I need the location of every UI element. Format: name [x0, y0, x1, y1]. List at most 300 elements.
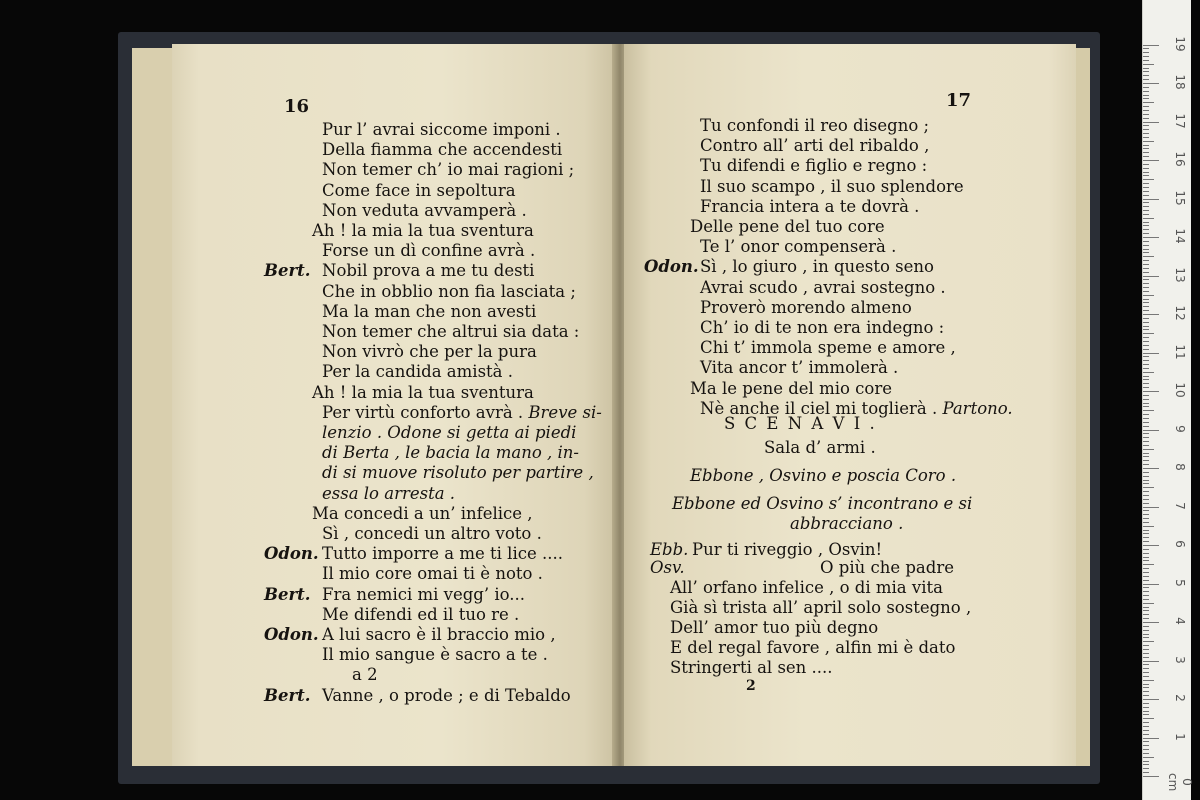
ruler-minor-tick	[1143, 187, 1149, 188]
ruler-minor-tick	[1143, 52, 1149, 53]
ruler-tick	[1143, 199, 1159, 200]
ruler-minor-tick	[1143, 87, 1149, 88]
ruler-minor-tick	[1143, 95, 1149, 96]
ruler-minor-tick	[1143, 106, 1149, 107]
text-line	[644, 257, 934, 277]
ruler-number: 15	[1173, 189, 1187, 206]
ruler-minor-tick	[1143, 260, 1149, 261]
left-page	[172, 44, 620, 766]
ruler-minor-tick	[1143, 456, 1149, 457]
ruler-minor-tick	[1143, 614, 1149, 615]
ruler-minor-tick	[1143, 225, 1149, 226]
speaker-label: Odon.	[644, 257, 699, 277]
speaker-label: Odon.	[264, 544, 319, 564]
ruler-minor-tick	[1143, 472, 1149, 473]
ruler-minor-tick	[1143, 433, 1149, 434]
speaker-label: Ebb.	[650, 540, 689, 559]
ruler-minor-tick	[1143, 345, 1149, 346]
text-line	[264, 584, 526, 605]
ruler-minor-tick	[1143, 145, 1149, 146]
ruler-minor-tick	[1143, 714, 1149, 715]
ruler-number: 11	[1173, 343, 1187, 360]
ruler-minor-tick	[1143, 179, 1154, 180]
ruler-minor-tick	[1143, 156, 1149, 157]
ruler-minor-tick	[1143, 487, 1154, 488]
text-line	[312, 383, 534, 403]
ruler-minor-tick	[1143, 414, 1149, 415]
ruler-minor-tick	[1143, 218, 1154, 219]
ruler-number: 4	[1173, 617, 1187, 625]
ruler-minor-tick	[1143, 137, 1149, 138]
ruler-minor-tick	[1143, 399, 1149, 400]
ruler-number: 7	[1173, 501, 1187, 510]
ruler-minor-tick	[1143, 557, 1149, 558]
stage-direction-line-1: Ebbone ed Osvino s’ incontrano e si	[672, 494, 973, 513]
ruler-minor-tick	[1143, 341, 1149, 342]
line-text: essa lo arresta .	[322, 483, 456, 503]
ruler-minor-tick	[1143, 726, 1149, 727]
ruler-minor-tick	[1143, 141, 1154, 142]
ruler-minor-tick	[1143, 630, 1149, 631]
ruler-minor-tick	[1143, 364, 1149, 365]
line-text: E del regal favore , alfin mi è dato	[670, 638, 956, 657]
ruler-minor-tick	[1143, 530, 1149, 531]
ruler-minor-tick	[1143, 387, 1149, 388]
ruler-minor-tick	[1143, 372, 1154, 373]
text-line	[700, 318, 944, 338]
ruler-minor-tick	[1143, 741, 1149, 742]
ruler-minor-tick	[1143, 379, 1149, 380]
ruler-minor-tick	[1143, 333, 1154, 334]
ruler-minor-tick	[1143, 522, 1149, 523]
ruler-minor-tick	[1143, 730, 1149, 731]
ruler-minor-tick	[1143, 499, 1149, 500]
ruler-minor-tick	[1143, 707, 1149, 708]
ruler-minor-tick	[1143, 252, 1149, 253]
ruler-number: 0 cm	[1166, 773, 1194, 792]
ruler-minor-tick	[1143, 695, 1149, 696]
text-line	[322, 282, 576, 302]
ruler-minor-tick	[1143, 560, 1149, 561]
ruler-minor-tick	[1143, 537, 1149, 538]
line-text: Ma la man che non avesti	[322, 301, 537, 321]
text-line	[700, 116, 929, 136]
ruler-minor-tick	[1143, 711, 1149, 712]
text-line	[700, 358, 898, 378]
ruler-minor-tick	[1143, 195, 1149, 196]
ruler-minor-tick	[1143, 168, 1149, 169]
ruler-minor-tick	[1143, 761, 1149, 762]
text-line	[700, 298, 912, 318]
ruler-minor-tick	[1143, 295, 1154, 296]
text-line	[700, 156, 927, 176]
ruler-minor-tick	[1143, 406, 1149, 407]
line-text: di si muove risoluto per partire ,	[322, 463, 594, 483]
ruler-number: 10	[1173, 382, 1187, 398]
line-text: Ch’ io di te non era indegno :	[700, 318, 945, 337]
line-text: Come face in sepoltura	[322, 180, 516, 200]
text-line	[322, 605, 519, 625]
line-text: Ah ! la mia la tua sventura	[312, 382, 534, 402]
line-text: Per virtù conforto avrà .	[322, 402, 524, 422]
ruler-minor-tick	[1143, 553, 1149, 554]
line-text: All’ orfano infelice , o di mia vita	[670, 578, 943, 597]
ruler-minor-tick	[1143, 291, 1149, 292]
ruler-minor-tick	[1143, 649, 1149, 650]
ruler-minor-tick	[1143, 514, 1149, 515]
line-text: Nè anche il ciel mi toglierà .	[700, 398, 938, 418]
ruler-minor-tick	[1143, 326, 1149, 327]
text-line	[264, 685, 571, 706]
speaker-label: Odon.	[264, 625, 319, 644]
ruler-tick	[1143, 622, 1159, 623]
ruler-minor-tick	[1143, 410, 1154, 411]
ruler-minor-tick	[1143, 60, 1149, 61]
ruler-minor-tick	[1143, 329, 1149, 330]
line-text: Nobil prova a me tu desti	[322, 261, 535, 281]
ruler-tick	[1143, 276, 1159, 277]
ruler-minor-tick	[1143, 745, 1149, 746]
ruler-minor-tick	[1143, 403, 1149, 404]
stage-direction-inline: Breve si-	[523, 402, 602, 422]
ruler-minor-tick	[1143, 241, 1149, 242]
ruler-minor-tick	[1143, 641, 1154, 642]
ruler-minor-tick	[1143, 684, 1149, 685]
ruler-minor-tick	[1143, 214, 1149, 215]
ruler-number: 1	[1173, 732, 1187, 741]
ruler-minor-tick	[1143, 318, 1149, 319]
ruler-minor-tick	[1143, 772, 1149, 773]
ruler-minor-tick	[1143, 287, 1149, 288]
ruler-minor-tick	[1143, 152, 1149, 153]
line-text: Ma le pene del mio core	[690, 378, 893, 398]
ruler-minor-tick	[1143, 356, 1149, 357]
ruler-minor-tick	[1143, 607, 1149, 608]
line-text: Che in obblio non fia lasciata ;	[322, 281, 576, 301]
line-text: O più che padre	[820, 558, 954, 577]
text-line	[700, 136, 929, 156]
text-line	[700, 278, 946, 298]
text-line	[322, 403, 602, 423]
ruler-minor-tick	[1143, 495, 1149, 496]
ruler-minor-tick	[1143, 610, 1149, 611]
ruler-minor-tick	[1143, 480, 1149, 481]
line-text: Non veduta avvamperà .	[322, 200, 527, 220]
line-text: Tu difendi e figlio e regno :	[700, 156, 928, 176]
ruler-minor-tick	[1143, 676, 1149, 677]
ruler-number: 12	[1173, 305, 1187, 321]
ruler-minor-tick	[1143, 599, 1149, 600]
ruler-tick	[1143, 584, 1159, 585]
line-text: Te l’ onor compenserà .	[700, 237, 897, 257]
right-page	[624, 44, 1076, 766]
signature-mark: 2	[746, 678, 756, 694]
line-text: a 2	[352, 665, 378, 685]
ruler-minor-tick	[1143, 75, 1149, 76]
ruler-minor-tick	[1143, 757, 1154, 758]
ruler-tick	[1143, 160, 1159, 161]
line-text: Pur l’ avrai siccome imponi .	[322, 120, 561, 139]
line-text: Non temer che altrui sia data :	[322, 322, 580, 341]
ruler-number: 18	[1173, 74, 1187, 90]
text-line	[312, 504, 533, 524]
ruler-minor-tick	[1143, 734, 1149, 735]
line-text: Vanne , o prode ; e di Tebaldo	[322, 685, 571, 705]
stage-direction-line-2: abbracciano .	[790, 514, 904, 533]
ruler-minor-tick	[1143, 518, 1149, 519]
ruler-tick	[1143, 122, 1159, 123]
text-line	[322, 120, 561, 140]
ruler-number: 16	[1173, 151, 1187, 167]
line-text: Tutto imporre a me ti lice ....	[322, 544, 563, 564]
line-text: Non vivrò che per la pura	[322, 342, 537, 362]
ruler-minor-tick	[1143, 129, 1149, 130]
ruler-minor-tick	[1143, 453, 1149, 454]
ruler-minor-tick	[1143, 114, 1149, 115]
ruler-tick	[1143, 45, 1159, 46]
text-line	[322, 564, 543, 584]
ruler-minor-tick	[1143, 202, 1149, 203]
ruler-minor-tick	[1143, 691, 1149, 692]
text-line	[312, 221, 534, 241]
text-line	[322, 302, 536, 322]
ruler-minor-tick	[1143, 71, 1149, 72]
ruler-number: 17	[1173, 112, 1187, 129]
ruler-minor-tick	[1143, 91, 1149, 92]
ruler-tick	[1143, 661, 1159, 662]
ruler-tick	[1143, 699, 1159, 700]
ruler-minor-tick	[1143, 441, 1149, 442]
ruler-minor-tick	[1143, 222, 1149, 223]
line-text: Non temer ch’ io mai ragioni ;	[322, 160, 575, 180]
ruler-number: 13	[1173, 266, 1187, 283]
text-line	[322, 201, 527, 221]
text-line	[322, 484, 455, 504]
ruler-number: 19	[1173, 35, 1187, 52]
ruler-minor-tick	[1143, 580, 1149, 581]
line-text: Tu confondi il reo disegno ;	[700, 116, 930, 135]
ruler-minor-tick	[1143, 283, 1149, 284]
line-text: Avrai scudo , avrai sostegno .	[700, 277, 946, 297]
scene-characters: Ebbone , Osvino e poscia Coro .	[690, 466, 957, 485]
text-line	[264, 544, 563, 564]
ruler-minor-tick	[1143, 360, 1149, 361]
ruler-minor-tick	[1143, 437, 1149, 438]
text-line	[690, 217, 885, 237]
line-text: Fra nemici mi vegg’ io...	[322, 584, 526, 604]
ruler-minor-tick	[1143, 210, 1149, 211]
line-text: Forse un dì confine avrà .	[322, 241, 536, 261]
ruler-minor-tick	[1143, 264, 1149, 265]
text-line	[690, 379, 892, 399]
ruler-minor-tick	[1143, 476, 1149, 477]
ruler-minor-tick	[1143, 637, 1149, 638]
line-text: Contro all’ arti del ribaldo ,	[700, 136, 930, 156]
ruler-minor-tick	[1143, 426, 1149, 427]
ruler-minor-tick	[1143, 653, 1149, 654]
line-text: Stringerti al sen ....	[670, 658, 833, 677]
line-text: Per la candida amistà .	[322, 362, 513, 382]
ruler-minor-tick	[1143, 449, 1154, 450]
ruler-minor-tick	[1143, 422, 1149, 423]
ruler-minor-tick	[1143, 687, 1149, 688]
ruler-minor-tick	[1143, 564, 1154, 565]
text-line	[264, 625, 556, 645]
line-text: Della fiamma che accendesti	[322, 140, 563, 160]
text-line	[322, 524, 542, 544]
text-line	[700, 197, 919, 217]
ruler-minor-tick	[1143, 722, 1149, 723]
ruler-minor-tick	[1143, 533, 1149, 534]
ruler-minor-tick	[1143, 164, 1149, 165]
text-line	[322, 423, 576, 443]
ruler-minor-tick	[1143, 48, 1149, 49]
text-line	[264, 261, 535, 281]
line-text: Il mio core omai ti è noto .	[322, 564, 543, 584]
line-text: Delle pene del tuo core	[690, 217, 885, 236]
scene-place: Sala d’ armi .	[764, 438, 876, 457]
line-text: Chi t’ immola speme e amore ,	[700, 338, 956, 358]
line-text: Sì , lo giuro , in questo seno	[700, 257, 934, 277]
line-text: Il suo scampo , il suo splendore	[700, 176, 964, 196]
ruler-tick	[1143, 391, 1159, 392]
ruler-minor-tick	[1143, 245, 1149, 246]
speaker-label: Bert.	[264, 685, 311, 705]
ruler-minor-tick	[1143, 272, 1149, 273]
ruler-minor-tick	[1143, 395, 1149, 396]
ruler-minor-tick	[1143, 175, 1149, 176]
ruler-minor-tick	[1143, 591, 1149, 592]
line-text: Vita ancor t’ immolerà .	[700, 358, 899, 378]
text-line	[352, 665, 378, 685]
ruler-tick	[1143, 83, 1159, 84]
ruler-minor-tick	[1143, 148, 1149, 149]
ruler-minor-tick	[1143, 110, 1149, 111]
text-line	[322, 160, 574, 180]
line-text: lenzio . Odone si getta ai piedi	[322, 423, 577, 442]
scene-heading: S C E N A V I .	[724, 414, 877, 433]
speaker-label: Bert.	[264, 261, 311, 281]
line-text: Pur ti riveggio , Osvin!	[692, 540, 883, 559]
ruler-tick	[1143, 738, 1159, 739]
speaker-label: Osv.	[650, 558, 685, 577]
line-text: Francia intera a te dovrà .	[700, 196, 920, 216]
line-text: Ma concedi a un’ infelice ,	[312, 503, 533, 523]
ruler-minor-tick	[1143, 64, 1154, 65]
ruler-minor-tick	[1143, 206, 1149, 207]
ruler-number: 5	[1173, 578, 1187, 587]
line-text: Sì , concedi un altro voto .	[322, 524, 542, 543]
ruler-number: 2	[1173, 694, 1187, 702]
ruler-minor-tick	[1143, 383, 1149, 384]
ruler-minor-tick	[1143, 445, 1149, 446]
ruler-minor-tick	[1143, 233, 1149, 234]
ruler-number: 14	[1173, 228, 1187, 244]
ruler-minor-tick	[1143, 79, 1149, 80]
ruler-tick	[1143, 353, 1159, 354]
ruler-number: 6	[1173, 540, 1187, 548]
ruler-minor-tick	[1143, 460, 1149, 461]
text-line	[700, 237, 896, 257]
ruler-minor-tick	[1143, 268, 1149, 269]
ruler-tick	[1143, 237, 1159, 238]
ruler-minor-tick	[1143, 368, 1149, 369]
ruler-minor-tick	[1143, 568, 1149, 569]
text-line	[700, 338, 956, 358]
ruler-minor-tick	[1143, 572, 1149, 573]
ruler-minor-tick	[1143, 503, 1149, 504]
ruler-minor-tick	[1143, 302, 1149, 303]
text-line	[322, 645, 548, 665]
ruler-minor-tick	[1143, 749, 1149, 750]
ruler-minor-tick	[1143, 491, 1149, 492]
ruler-minor-tick	[1143, 56, 1149, 57]
ruler-minor-tick	[1143, 645, 1149, 646]
line-text: Già sì trista all’ april solo sostegno ,	[670, 598, 972, 617]
ruler-minor-tick	[1143, 680, 1154, 681]
ruler-minor-tick	[1143, 183, 1149, 184]
ruler-minor-tick	[1143, 510, 1149, 511]
line-text: Il mio sangue è sacro a te .	[322, 645, 548, 665]
ruler-minor-tick	[1143, 322, 1149, 323]
ruler-minor-tick	[1143, 768, 1149, 769]
ruler-minor-tick	[1143, 618, 1149, 619]
stage-direction-inline: Partono.	[937, 398, 1013, 418]
page-number-right: 17	[946, 90, 972, 111]
ruler-minor-tick	[1143, 191, 1149, 192]
ruler-minor-tick	[1143, 249, 1149, 250]
text-line	[322, 322, 579, 342]
ruler-minor-tick	[1143, 418, 1149, 419]
ruler-minor-tick	[1143, 133, 1149, 134]
ruler-number: 3	[1173, 655, 1187, 664]
ruler-minor-tick	[1143, 764, 1149, 765]
ruler-minor-tick	[1143, 587, 1149, 588]
text-line	[700, 177, 964, 197]
ruler-tick	[1143, 468, 1159, 469]
ruler-minor-tick	[1143, 229, 1149, 230]
ruler-tick	[1143, 776, 1159, 777]
ruler-minor-tick	[1143, 376, 1149, 377]
ruler-minor-tick	[1143, 337, 1149, 338]
line-text: Dell’ amor tuo più degno	[670, 618, 879, 637]
ruler-minor-tick	[1143, 672, 1149, 673]
line-text: Me difendi ed il tuo re .	[322, 604, 520, 624]
ruler-minor-tick	[1143, 256, 1154, 257]
ruler-tick	[1143, 545, 1159, 546]
ruler-minor-tick	[1143, 664, 1149, 665]
ruler-minor-tick	[1143, 299, 1149, 300]
ruler-minor-tick	[1143, 541, 1149, 542]
ruler-number: 8	[1173, 463, 1187, 471]
ruler-number: 9	[1173, 424, 1187, 433]
ruler-minor-tick	[1143, 310, 1149, 311]
ruler-minor-tick	[1143, 464, 1149, 465]
ruler-minor-tick	[1143, 483, 1149, 484]
measuring-ruler	[1142, 0, 1194, 800]
text-line	[322, 443, 579, 463]
ruler-minor-tick	[1143, 657, 1149, 658]
ruler-minor-tick	[1143, 125, 1149, 126]
ruler-minor-tick	[1143, 718, 1154, 719]
ruler-minor-tick	[1143, 753, 1149, 754]
page-fore-edge-right	[1074, 48, 1090, 766]
ruler-minor-tick	[1143, 68, 1149, 69]
ruler-minor-tick	[1143, 349, 1149, 350]
ruler-minor-tick	[1143, 98, 1149, 99]
page-number-left: 16	[284, 96, 310, 117]
text-line	[322, 342, 537, 362]
